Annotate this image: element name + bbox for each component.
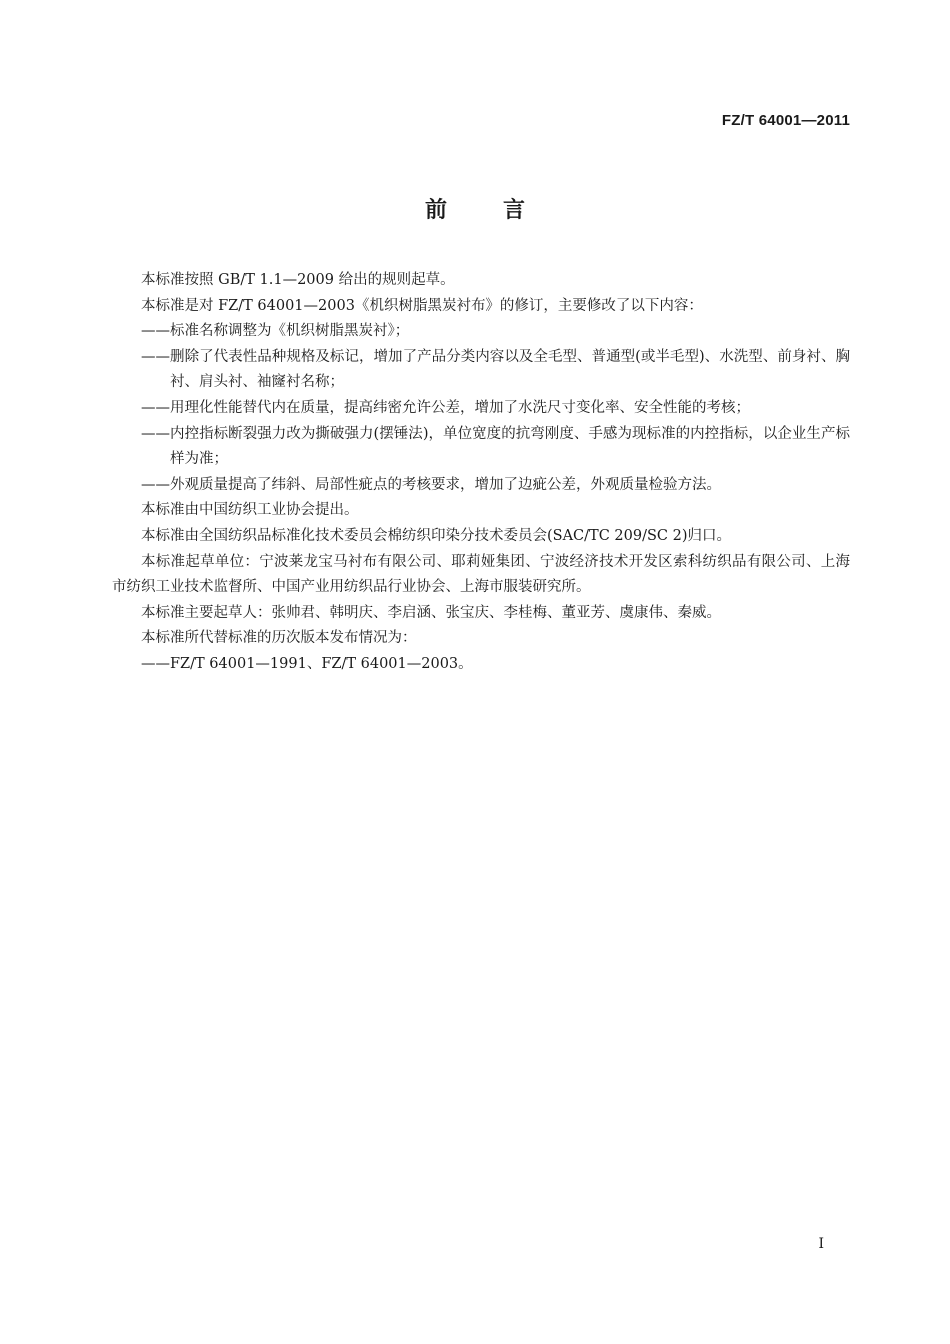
foreword-content <box>112 268 850 678</box>
document-code: FZ/T 64001—2011 <box>721 112 850 129</box>
paragraph-revision-intro: 本标准是对 FZ/T 64001—2003《机织树脂黑炭衬布》的修订，主要修改了以下内容： <box>141 297 703 314</box>
paragraph-drafting-rule: 本标准按照 GB/T 1.1—2009 给出的规则起草。 <box>141 272 455 288</box>
change-item-4: ——内控指标断裂强力改为撕破强力(摆锤法)，单位宽度的抗弯刚度、手感为现标准的内控指标，以企业生产标样为准； <box>141 425 850 468</box>
page-number: I <box>818 1236 824 1252</box>
paragraph-proposer: 本标准由中国纺织工业协会提出。 <box>141 502 359 519</box>
paragraph-drafters: 本标准主要起草人：张帅君、韩明庆、李启涵、张宝庆、李桂梅、董亚芳、虞康伟、秦威。 <box>141 604 721 621</box>
paragraph-history-intro: 本标准所代替标准的历次版本发布情况为： <box>141 630 417 647</box>
change-item-5: ——外观质量提高了纬斜、局部性疵点的考核要求，增加了边疵公差，外观质量检验方法。 <box>141 476 721 493</box>
change-item-2: ——删除了代表性品种规格及标记，增加了产品分类内容以及全毛型、普通型(或半毛型)、水洗型、前身衬、胸衬、肩头衬、袖窿衬名称； <box>141 348 850 391</box>
paragraph-committee: 本标准由全国纺织品标准化技术委员会棉纺织印染分技术委员会(SAC/TC 209/SC 2)归口。 <box>141 527 731 544</box>
change-item-1: ——标准名称调整为《机织树脂黑炭衬》； <box>141 323 410 340</box>
change-item-3: ——用理化性能替代内在质量，提高纬密允许公差，增加了水洗尺寸变化率、安全性能的考核； <box>141 399 750 416</box>
paragraph-drafting-units: 本标准起草单位：宁波莱龙宝马衬布有限公司、耶莉娅集团、宁波经济技术开发区索科纺织品有限公司、上海市纺织工业技术监督所、中国产业用纺织品行业协会、上海市服装研究所。 <box>112 553 850 596</box>
history-item: ——FZ/T 64001—1991、FZ/T 64001—2003。 <box>141 655 473 672</box>
page-title: 前言 <box>424 198 581 223</box>
